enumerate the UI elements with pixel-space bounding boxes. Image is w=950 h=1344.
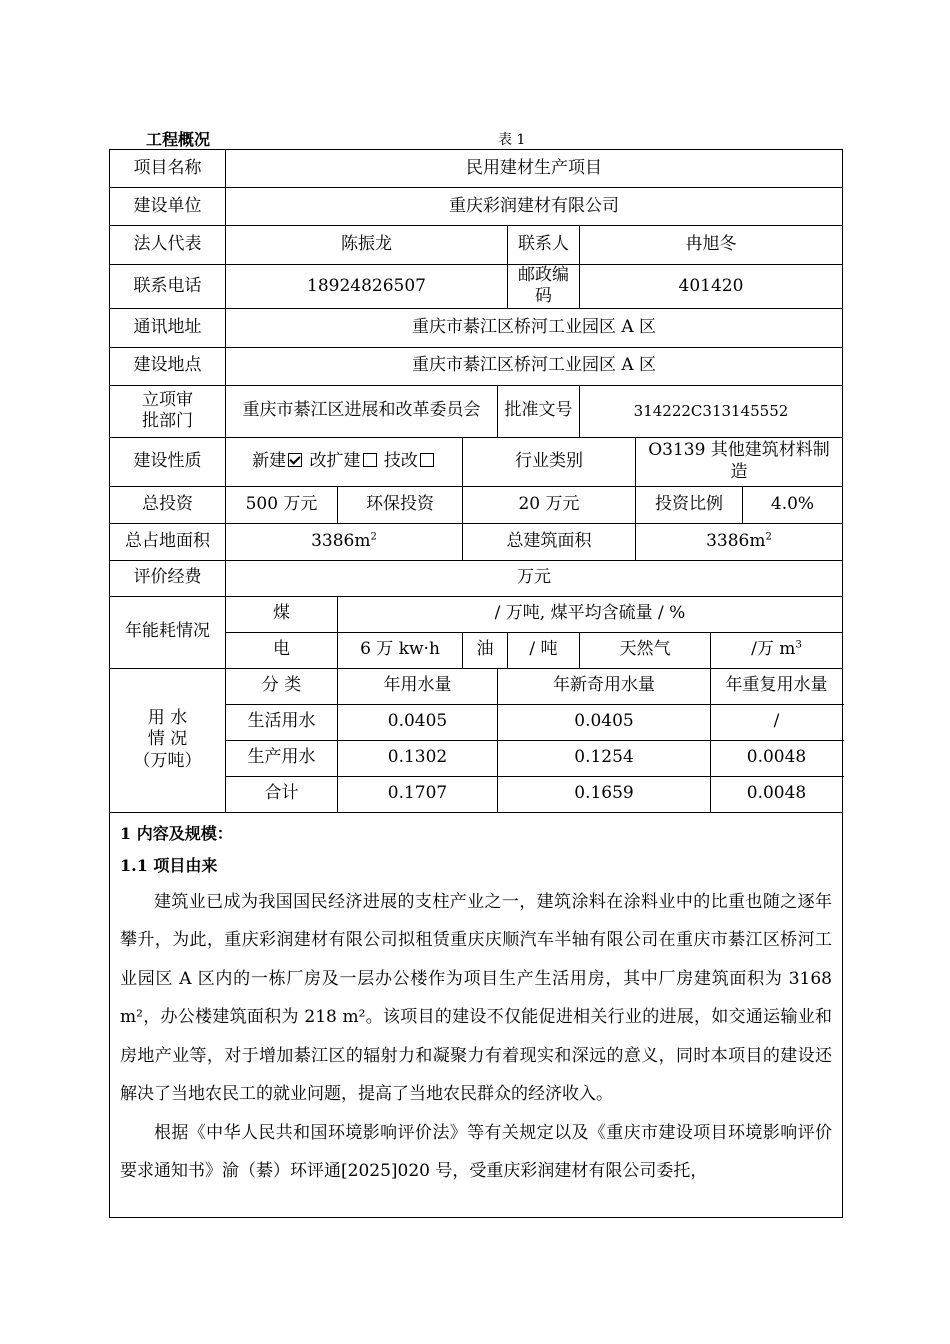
table-row: 生产用水 0.1302 0.1254 0.0048 [110, 740, 843, 776]
construction-nature: 新建 改扩建 技改 [226, 437, 463, 486]
section-title: 工程概况 [146, 130, 211, 149]
land-area: $3386m^2$ [226, 523, 463, 560]
unit-label: 建设单位 [110, 188, 226, 226]
water-header: 年用水量 [338, 668, 498, 704]
legal-representative: 陈振龙 [226, 226, 508, 265]
coal-label: 煤 [226, 596, 338, 632]
industry-category: O3139 其他建筑材料制造 [636, 437, 843, 486]
section-heading: 1 内容及规模： [120, 823, 233, 843]
approval-dept: 重庆市綦江区进展和改革委员会 [226, 385, 498, 437]
approval-no: 314222C313145552 [580, 385, 843, 437]
investment-ratio: 4.0% [743, 486, 843, 523]
contact-person: 冉旭冬 [580, 226, 843, 265]
project-name: 民用建材生产项目 [226, 150, 843, 188]
env-investment: 20 万元 [463, 486, 636, 523]
oil-value: / 吨 [508, 632, 580, 668]
name-label: 项目名称 [110, 150, 226, 188]
project-overview-table [109, 149, 843, 1218]
approval-dept-label [110, 385, 226, 437]
energy-label: 年能耗情况 [110, 596, 226, 668]
postcode: 401420 [580, 265, 843, 309]
water-header: 年新奇用水量 [498, 668, 711, 704]
table-number: 表 1 [498, 132, 526, 148]
phone: 18924826507 [226, 265, 508, 309]
build-area: $3386m^2$ [636, 523, 843, 560]
approval-dept-label-line2: 批部门 [142, 411, 193, 431]
land-label: 总占地面积 [110, 523, 226, 560]
water-label: 用 水 情 况 （万吨） [110, 668, 226, 812]
evaluation-fee: 万元 [226, 560, 843, 596]
approval-no-label: 批准文号 [498, 385, 580, 437]
phone-label: 联系电话 [110, 265, 226, 309]
table-row: 生活用水 0.0405 0.0405 / [110, 704, 843, 740]
elec-value: 6 万 kw·h [338, 632, 463, 668]
build-label: 总建筑面积 [463, 523, 636, 560]
coal-value: / 万吨, 煤平均含硫量 / % [338, 596, 843, 632]
nature-label: 建设性质 [110, 437, 226, 486]
subsection-heading: 1.1 项目由来 [120, 855, 218, 875]
paragraph: 根据《中华人民共和国环境影响评价法》等有关规定以及《重庆市建设项目环境影响评价要求通知书》渝（綦）环评通[2025]020 号，受重庆彩润建材有限公司委托， [120, 1122, 832, 1181]
ratio-label: 投资比例 [636, 486, 743, 523]
oil-label: 油 [463, 632, 508, 668]
unchecked-box-icon [420, 453, 434, 467]
construction-site: 重庆市綦江区桥河工业园区 A 区 [226, 347, 843, 385]
content-cell [110, 812, 843, 1217]
address-label: 通讯地址 [110, 308, 226, 347]
unchecked-box-icon [363, 453, 377, 467]
paragraph: 建筑业已成为我国国民经济进展的支柱产业之一，建筑涂料在涂料业中的比重也随之逐年攀升，为此，重庆彩润建材有限公司拟租赁重庆庆顺汽车半轴有限公司在重庆市綦江区桥河工业园区 A 区内的一栋厂房及一层办公楼作为项目生产生活用房，其中厂房建筑面积为 3168 m²，办公楼建筑面积为 218 m²。该项目的建设不仅能促进相关行业的进展，如交通运输业和房地产业等，对于增加綦江区的辐射力和凝聚力有着现实和深远的意义，同时本项目的建设还解决了当地农民工的就业问题，提高了当地农民群众的经济收入。 [120, 891, 832, 1104]
elec-label: 电 [226, 632, 338, 668]
water-header: 分 类 [226, 668, 338, 704]
industry-label: 行业类别 [463, 437, 636, 486]
site-label: 建设地点 [110, 347, 226, 385]
approval-dept-label-line1: 立项审 [142, 389, 193, 410]
table-row: 合计 0.1707 0.1659 0.0048 [110, 776, 843, 812]
gas-value: /万 $m^3$ [711, 632, 843, 668]
water-header: 年重复用水量 [711, 668, 843, 704]
total-investment: 500 万元 [226, 486, 338, 523]
legal-label: 法人代表 [110, 226, 226, 265]
contact-label: 联系人 [508, 226, 580, 265]
postcode-label: 邮政编码 [508, 265, 580, 309]
env-invest-label: 环保投资 [338, 486, 463, 523]
invest-label: 总投资 [110, 486, 226, 523]
checked-box-icon [288, 453, 302, 467]
gas-label: 天然气 [580, 632, 711, 668]
construction-unit: 重庆彩润建材有限公司 [226, 188, 843, 226]
mailing-address: 重庆市綦江区桥河工业园区 A 区 [226, 308, 843, 347]
fee-label: 评价经费 [110, 560, 226, 596]
